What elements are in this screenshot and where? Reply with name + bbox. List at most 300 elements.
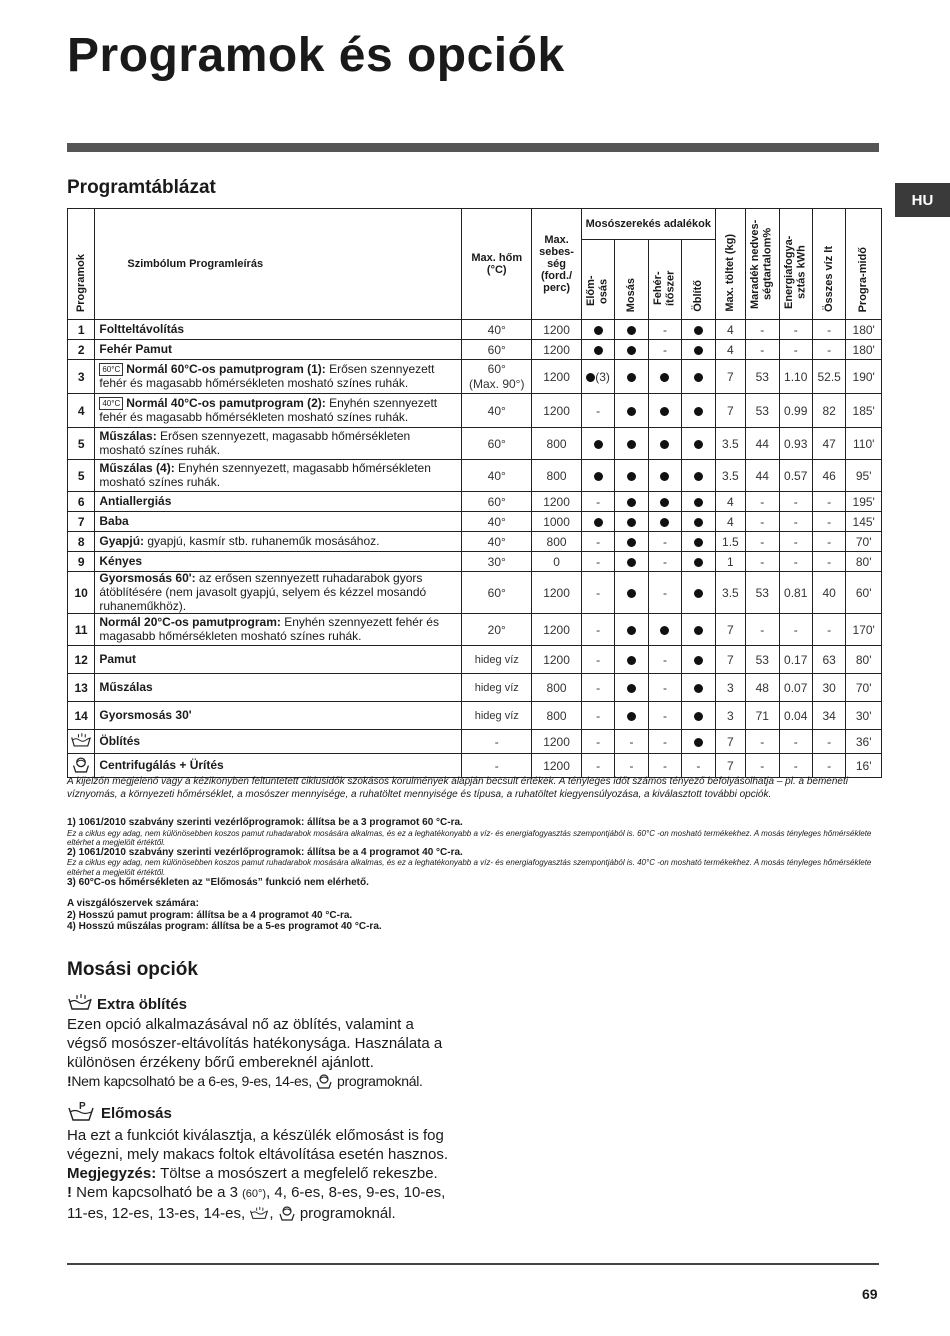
cell-load: 4 (715, 492, 745, 512)
spin-icon (315, 1073, 333, 1089)
cell-water: - (812, 532, 845, 552)
program-detail: Enyhén szennyezett, magasabb hőmérsékleten mosható színes ruhák. (99, 460, 431, 489)
cell-water: - (812, 754, 845, 778)
prewash-icon (67, 1100, 97, 1126)
cell-load: 3.5 (715, 428, 745, 460)
rinse-icon (70, 737, 92, 751)
cell-time: 16' (846, 754, 882, 778)
dot-mark (627, 346, 636, 355)
table-row (68, 320, 882, 340)
program-name: Öblítés (99, 733, 141, 748)
footer-rule (67, 1263, 879, 1265)
option-extra-rinse (67, 993, 457, 1091)
cell-energy: - (779, 552, 812, 572)
cell-water: - (812, 730, 845, 754)
dot-mark (660, 373, 669, 382)
cell-wash: - (615, 754, 648, 778)
row-description (95, 674, 462, 702)
program-name: Műszálas: (99, 428, 157, 443)
cell-time: 180' (846, 340, 882, 360)
row-description (95, 552, 462, 572)
cell-bleach (648, 512, 681, 532)
cell-water: 40 (812, 572, 845, 614)
cell-temp: 20° (462, 614, 532, 646)
cell-wash (615, 360, 648, 394)
cell-water: - (812, 492, 845, 512)
cell-speed: 800 (532, 674, 582, 702)
dot-mark (660, 407, 669, 416)
row-number: 5 (68, 460, 95, 492)
table-row (68, 460, 882, 492)
table-row (68, 674, 882, 702)
cell-energy: - (779, 754, 812, 778)
cell-bleach: - (648, 532, 681, 552)
row-number: 2 (68, 340, 95, 360)
header-wash: Mosás (615, 240, 648, 320)
row-number: 10 (68, 572, 95, 614)
cell-hum: - (746, 532, 779, 552)
cell-bleach (648, 460, 681, 492)
cell-speed: 1200 (532, 646, 582, 674)
dot-mark (627, 518, 636, 527)
footnote-1-detail: Ez a ciklus egy adag, nem különösebben koszos pamut ruhadarabok mosására alkalmas, és ez a leghatékonyabb a víz- és energiafogyasztás szempontjából is. 60°C -on mosható termékekhez. A mosás tényleges hőmérséklete eltérhet a megjelölt értéktől. (67, 828, 872, 847)
cell-bleach: - (648, 730, 681, 754)
header-softener: Öblítő (682, 240, 715, 320)
row-symbol (68, 730, 95, 754)
footnote-2: 2) 1061/2010 szabvány szerinti vezérlőprogramok: állítsa be a 4 programot 40 °C-ra. (67, 846, 463, 858)
dot-mark (694, 346, 703, 355)
program-name: Gyorsmosás 60': (99, 571, 196, 585)
cell-soft (682, 460, 715, 492)
option-prewash (67, 1100, 457, 1223)
row-number: 14 (68, 702, 95, 730)
cell-hum: 48 (746, 674, 779, 702)
cell-energy: - (779, 340, 812, 360)
cell-pre: (3) (581, 360, 614, 394)
cell-time: 70' (846, 674, 882, 702)
table-row (68, 394, 882, 428)
cell-hum: 53 (746, 394, 779, 428)
cell-temp: 60° (462, 428, 532, 460)
cell-energy: 0.17 (779, 646, 812, 674)
cell-speed: 800 (532, 460, 582, 492)
header-max-load: Max. töltet (kg) (715, 209, 745, 320)
dot-mark (627, 684, 636, 693)
spin-icon (278, 1205, 296, 1222)
cell-soft (682, 532, 715, 552)
dot-mark (660, 626, 669, 635)
table-row (68, 702, 882, 730)
dot-mark (586, 373, 595, 382)
cell-soft (682, 360, 715, 394)
cell-soft (682, 320, 715, 340)
header-water: Összes víz lt (812, 209, 845, 320)
cell-energy: 0.04 (779, 702, 812, 730)
program-name: Fehér Pamut (99, 341, 173, 356)
cell-time: 30' (846, 702, 882, 730)
cell-hum: - (746, 754, 779, 778)
dot-mark (660, 498, 669, 507)
cell-water: 30 (812, 674, 845, 702)
dot-mark (694, 589, 703, 598)
row-description (95, 460, 462, 492)
cell-soft (682, 646, 715, 674)
cell-speed: 1200 (532, 754, 582, 778)
program-detail: Enyhén szennyezett fehér és magasabb hőmérsékleten mosható színes ruhák. (99, 395, 438, 424)
page-number: 69 (862, 1286, 878, 1302)
cell-soft (682, 552, 715, 572)
header-humidity: Maradék nedves-ségtartalom% (746, 209, 779, 320)
program-name: Normál 20°C-os pamutprogram: (99, 615, 281, 630)
cell-hum: 71 (746, 702, 779, 730)
header-programs: Programok (68, 209, 95, 320)
dot-mark (694, 558, 703, 567)
dot-mark (594, 472, 603, 481)
cell-bleach: - (648, 702, 681, 730)
cell-load: 7 (715, 360, 745, 394)
cell-soft (682, 394, 715, 428)
cell-hum: 53 (746, 360, 779, 394)
cell-time: 60' (846, 572, 882, 614)
dot-mark (627, 538, 636, 547)
cell-hum: - (746, 492, 779, 512)
dot-mark (627, 472, 636, 481)
cell-load: 7 (715, 394, 745, 428)
cell-time: 95' (846, 460, 882, 492)
option-extra-rinse-warning: !Nem kapcsolható be a 6-es, 9-es, 14-es, programoknál. (67, 1073, 423, 1089)
dot-mark (694, 440, 703, 449)
cell-water: 63 (812, 646, 845, 674)
cell-wash (615, 320, 648, 340)
dot-mark (694, 538, 703, 547)
cell-load: 3.5 (715, 460, 745, 492)
row-description (95, 572, 462, 614)
cell-time: 185' (846, 394, 882, 428)
cell-energy: 1.10 (779, 360, 812, 394)
cell-soft (682, 674, 715, 702)
cell-load: 7 (715, 754, 745, 778)
cell-energy: 0.07 (779, 674, 812, 702)
cell-water: - (812, 320, 845, 340)
cell-load: 7 (715, 730, 745, 754)
option-extra-rinse-title: Extra öblítés (97, 995, 188, 1013)
dot-mark (594, 440, 603, 449)
dot-mark (694, 738, 703, 747)
row-description (95, 512, 462, 532)
cell-bleach: - (648, 552, 681, 572)
row-description (95, 360, 462, 394)
cell-temp: 40° (462, 460, 532, 492)
cell-energy: 0.57 (779, 460, 812, 492)
cell-soft (682, 492, 715, 512)
dot-mark (627, 712, 636, 721)
cell-water: - (812, 340, 845, 360)
cell-temp: hideg víz (462, 702, 532, 730)
cell-load: 3.5 (715, 572, 745, 614)
dot-mark (627, 440, 636, 449)
dot-mark (694, 684, 703, 693)
dot-mark (627, 498, 636, 507)
cell-temp: 40° (462, 320, 532, 340)
cell-wash (615, 340, 648, 360)
cell-load: 4 (715, 340, 745, 360)
cell-wash (615, 646, 648, 674)
cell-soft (682, 340, 715, 360)
cell-bleach: - (648, 340, 681, 360)
program-name: Foltteltávolítás (99, 321, 185, 336)
row-number: 6 (68, 492, 95, 512)
cell-temp: 30° (462, 552, 532, 572)
cell-pre: - (581, 702, 614, 730)
cell-hum: - (746, 340, 779, 360)
cell-wash (615, 614, 648, 646)
cell-load: 7 (715, 646, 745, 674)
program-name: Kényes (99, 553, 143, 568)
cell-temp: 60° (462, 340, 532, 360)
header-energy: Energiafogya-sztás kWh (779, 209, 812, 320)
dot-mark (660, 440, 669, 449)
cell-load: 4 (715, 512, 745, 532)
dot-mark (660, 518, 669, 527)
cell-time: 180' (846, 320, 882, 340)
footnote-1: 1) 1061/2010 szabvány szerinti vezérlőprogramok: állítsa be a 3 programot 60 °C-ra. (67, 817, 463, 828)
cell-pre: - (581, 394, 614, 428)
cell-soft (682, 512, 715, 532)
header-detergents: Mosószerekés adalékok (581, 209, 715, 240)
program-name: Normál 40°C-os pamutprogram (2): (126, 395, 326, 410)
cell-load: 7 (715, 614, 745, 646)
cell-time: 170' (846, 614, 882, 646)
dot-mark (627, 589, 636, 598)
cell-speed: 1200 (532, 320, 582, 340)
cell-wash (615, 460, 648, 492)
cell-hum: - (746, 552, 779, 572)
table-row (68, 428, 882, 460)
cell-water: 82 (812, 394, 845, 428)
spin-icon (71, 762, 91, 776)
program-name: Műszálas (4): (99, 460, 175, 475)
row-description (95, 394, 462, 428)
row-description (95, 646, 462, 674)
header-duration: Progra-midő (846, 209, 882, 320)
cell-soft (682, 572, 715, 614)
program-name: Centrifugálás + Ürítés (99, 757, 224, 772)
cell-speed: 1200 (532, 360, 582, 394)
option-prewash-text: Ha ezt a funkciót kiválasztja, a készülék előmosást is fog végezni, mely makacs foltok eltávolítása esetén hasznos. (67, 1127, 449, 1163)
page-title: Programok és opciók (67, 29, 565, 82)
cell-soft (682, 614, 715, 646)
inspection-note-1: 2) Hosszú pamut program: állítsa be a 4 programot 40 °C-ra. (67, 909, 353, 921)
row-number: 3 (68, 360, 95, 394)
options-title: Mosási opciók (67, 959, 198, 980)
dot-mark (594, 326, 603, 335)
cell-bleach (648, 428, 681, 460)
cell-speed: 800 (532, 702, 582, 730)
program-name: Antiallergiás (99, 493, 172, 508)
cell-bleach: - (648, 646, 681, 674)
cell-water: 46 (812, 460, 845, 492)
cell-pre: - (581, 572, 614, 614)
cell-speed: 1200 (532, 572, 582, 614)
table-row (68, 532, 882, 552)
cell-bleach: - (648, 754, 681, 778)
program-name: Gyorsmosás 30' (99, 707, 192, 722)
cell-hum: 44 (746, 428, 779, 460)
dot-mark (694, 626, 703, 635)
cell-temp: 60° (462, 492, 532, 512)
cell-hum: 44 (746, 460, 779, 492)
cell-hum: - (746, 320, 779, 340)
row-description (95, 340, 462, 360)
cell-load: 3 (715, 702, 745, 730)
cell-energy: 0.99 (779, 394, 812, 428)
footnote-3: 3) 60°C-os hőmérsékleten az “Előmosás” funkció nem elérhető. (67, 876, 369, 888)
cell-speed: 1200 (532, 614, 582, 646)
cell-pre (581, 340, 614, 360)
dot-mark (627, 558, 636, 567)
cell-temp: 60° (Max. 90°) (462, 360, 532, 394)
program-detail: Erősen szennyezett, magasabb hőmérsékleten mosható színes ruhák. (99, 428, 411, 457)
cell-water: - (812, 512, 845, 532)
cell-time: 36' (846, 730, 882, 754)
option-prewash-title: Előmosás (101, 1104, 172, 1122)
program-name: Normál 60°C-os pamutprogram (1): (126, 361, 326, 376)
cell-energy: - (779, 614, 812, 646)
header-prewash: Előm-osás (581, 240, 614, 320)
row-number: 5 (68, 428, 95, 460)
cell-load: 3 (715, 674, 745, 702)
dot-mark (694, 326, 703, 335)
header-max-temp: Max. hőm (°C) (462, 209, 532, 320)
header-bleach: Fehér-ítőszer (648, 240, 681, 320)
dot-mark (660, 472, 669, 481)
dot-mark (627, 326, 636, 335)
cell-pre (581, 428, 614, 460)
row-number: 4 (68, 394, 95, 428)
table-row (68, 552, 882, 572)
dot-mark (627, 656, 636, 665)
table-row (68, 360, 882, 394)
cell-temp: - (462, 730, 532, 754)
program-name: Gyapjú: (99, 533, 145, 548)
cell-bleach (648, 492, 681, 512)
cell-pre: - (581, 532, 614, 552)
cell-hum: - (746, 614, 779, 646)
temp-icon: 60°C (99, 363, 123, 376)
cell-wash (615, 492, 648, 512)
inspection-heading: A viszgálószervek számára: (67, 898, 199, 910)
dot-mark (594, 346, 603, 355)
row-description (95, 614, 462, 646)
cell-bleach: - (648, 674, 681, 702)
option-extra-rinse-text: Ezen opció alkalmazásával nő az öblítés, valamint a végső mosószer-eltávolítás hatékonysága. Használata a különösen érzékeny bőrű embereknél ajánlott. (67, 1016, 443, 1071)
cell-pre: - (581, 730, 614, 754)
cell-speed: 1200 (532, 730, 582, 754)
table-row (68, 492, 882, 512)
rinse-icon (67, 993, 93, 1015)
cell-bleach (648, 360, 681, 394)
dot-mark (627, 407, 636, 416)
row-number: 13 (68, 674, 95, 702)
cell-pre: - (581, 492, 614, 512)
footnotes (67, 817, 882, 933)
cell-temp: 60° (462, 572, 532, 614)
cell-time: 145' (846, 512, 882, 532)
table-row (68, 340, 882, 360)
row-number: 1 (68, 320, 95, 340)
cell-water: 47 (812, 428, 845, 460)
row-number: 8 (68, 532, 95, 552)
cell-time: 190' (846, 360, 882, 394)
header-max-speed: Max. sebes-ség (ford./ perc) (532, 209, 582, 320)
cell-temp: hideg víz (462, 646, 532, 674)
cell-load: 4 (715, 320, 745, 340)
cell-soft: - (682, 754, 715, 778)
cell-temp: hideg víz (462, 674, 532, 702)
cell-speed: 1200 (532, 492, 582, 512)
cell-temp: 40° (462, 512, 532, 532)
program-name: Műszálas (99, 679, 153, 694)
cell-energy: - (779, 320, 812, 340)
option-prewash-note: Megjegyzés: Töltse a mosószert a megfelelő rekeszbe. (67, 1165, 438, 1182)
program-name: Pamut (99, 651, 137, 666)
cell-bleach: - (648, 320, 681, 340)
cell-pre: - (581, 754, 614, 778)
cell-wash (615, 552, 648, 572)
row-description (95, 492, 462, 512)
dot-mark (627, 373, 636, 382)
cell-energy: 0.81 (779, 572, 812, 614)
cell-pre: - (581, 552, 614, 572)
row-number: 12 (68, 646, 95, 674)
cell-time: 80' (846, 552, 882, 572)
program-table (67, 208, 882, 778)
cell-time: 110' (846, 428, 882, 460)
cell-speed: 1000 (532, 512, 582, 532)
dot-mark (627, 626, 636, 635)
table-row (68, 512, 882, 532)
dot-mark (694, 656, 703, 665)
cell-water: - (812, 614, 845, 646)
table-row (68, 646, 882, 674)
cell-speed: 1200 (532, 340, 582, 360)
program-detail: Enyhén szennyezett fehér és magasabb hőmérsékleten mosható színes ruhák. (99, 615, 439, 643)
cell-wash (615, 674, 648, 702)
cell-energy: - (779, 730, 812, 754)
cell-energy: - (779, 512, 812, 532)
cell-wash (615, 572, 648, 614)
table-title: Programtáblázat (67, 177, 216, 198)
cell-bleach: - (648, 572, 681, 614)
program-detail: gyapjú, kasmír stb. ruhaneműk mosásához. (144, 533, 380, 548)
cell-hum: 53 (746, 646, 779, 674)
cell-soft (682, 702, 715, 730)
row-description (95, 730, 462, 754)
cell-time: 80' (846, 646, 882, 674)
cell-water: 34 (812, 702, 845, 730)
table-footnote: A kijelzőn megjelenő vagy a kézikönyben feltüntetett ciklusidők szokásos körülmények alapján becsült értékek. A tényleges időt számos tényező befolyásolhatja – pl. a bemeneti víznyomás, a környezeti hőmérséklet, a mosószer mennyisége, a ruhatöltet mennyisége és típusa, a ruhatöltet kiegyensúlyozása, a kiválasztott további opciók. (67, 776, 848, 800)
cell-bleach (648, 614, 681, 646)
dot-mark (694, 407, 703, 416)
cell-bleach (648, 394, 681, 428)
cell-wash (615, 702, 648, 730)
cell-pre (581, 512, 614, 532)
row-description (95, 702, 462, 730)
cell-wash (615, 428, 648, 460)
cell-pre: - (581, 674, 614, 702)
dot-mark (594, 518, 603, 527)
cell-pre: - (581, 646, 614, 674)
